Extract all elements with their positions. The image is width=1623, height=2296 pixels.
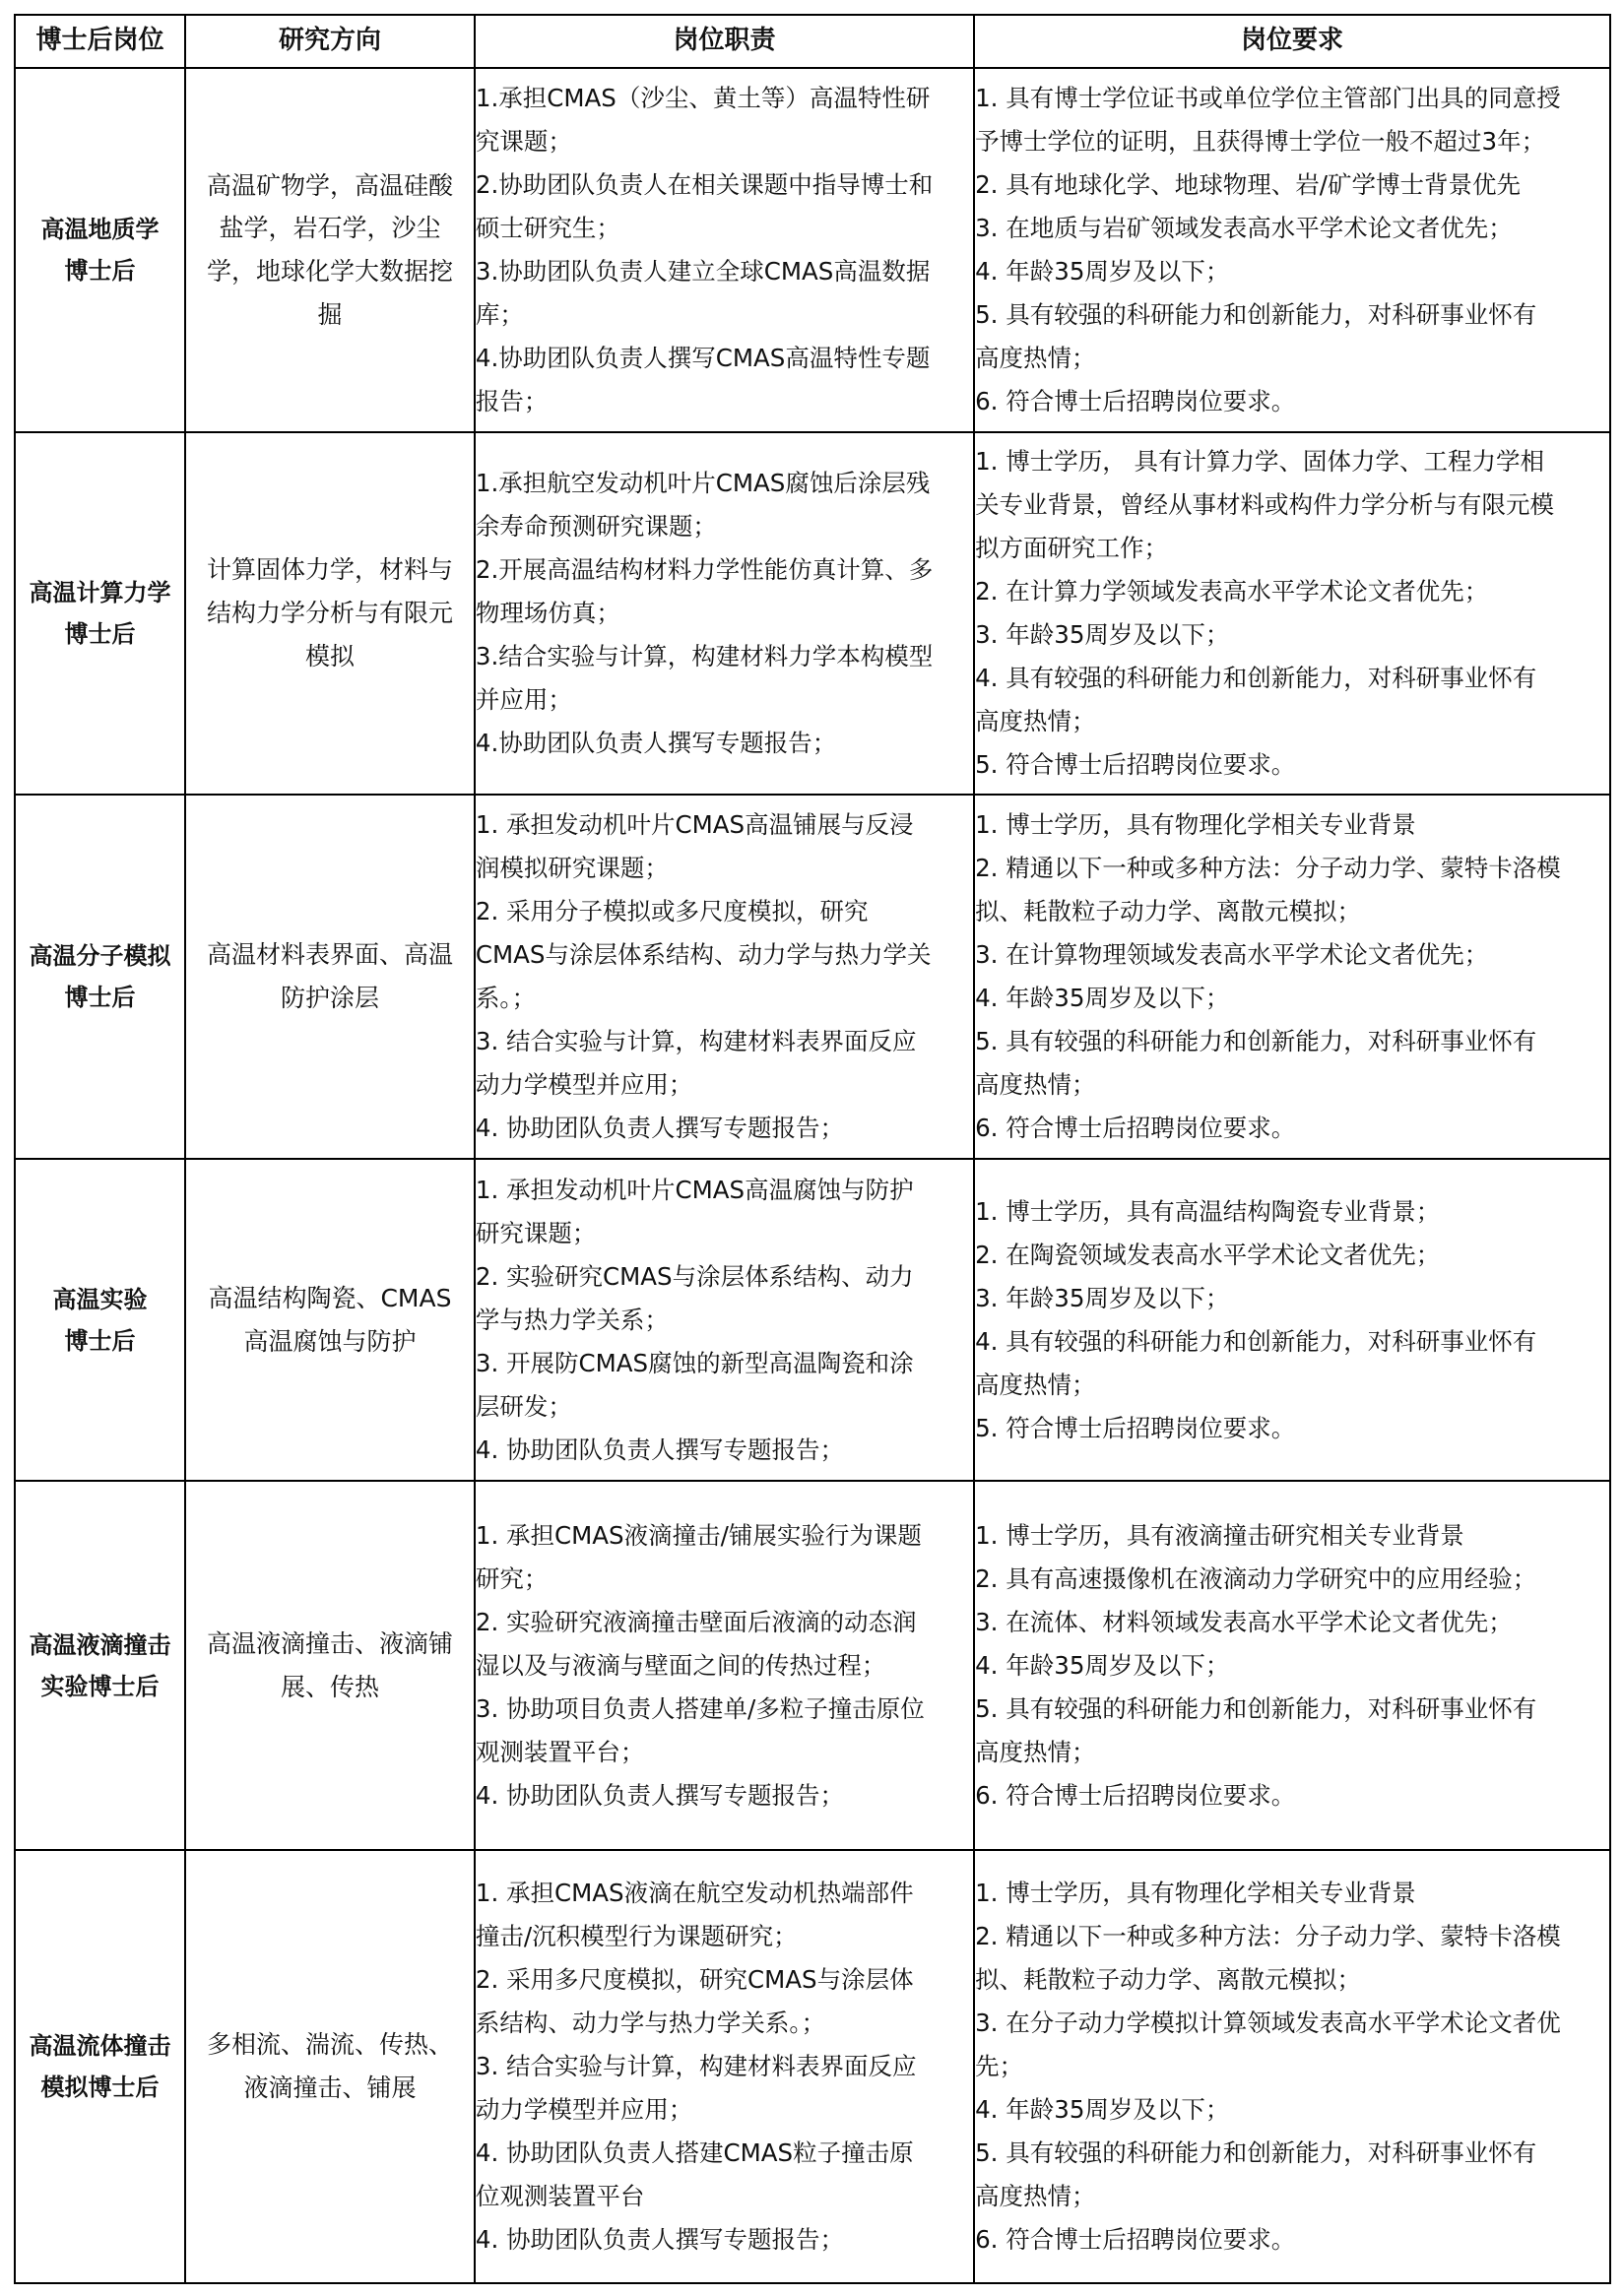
requirement-line: 高度热情； (975, 2182, 1096, 2210)
requirement-line: 4. 具有较强的科研能力和创新能力，对科研事业怀有 (975, 1326, 1537, 1356)
duty-line: 4. 协助团队负责人撰写专题报告； (475, 2225, 845, 2254)
duty-line: 撞击/沉积模型行为课题研究； (475, 1922, 798, 1950)
post-name-line: 高温计算力学 (29, 579, 171, 606)
requirement-line: 1. 博士学历， 具有计算力学、固体力学、工程力学相 (975, 447, 1545, 476)
direction-line: 高温液滴撞击、液滴铺 (206, 1628, 453, 1658)
duties-cell (475, 1481, 974, 1850)
requirements-cell (974, 1850, 1610, 2283)
duty-line: 4. 协助团队负责人撰写专题报告； (475, 1114, 845, 1142)
requirement-line: 4. 年龄35周岁及以下； (975, 1650, 1230, 1680)
table-header-row (15, 15, 1610, 68)
duty-line: 位观测装置平台 (475, 2182, 645, 2210)
duty-line: 3.协助团队负责人建立全球CMAS高温数据 (475, 257, 931, 286)
post-name-cell (15, 1159, 185, 1481)
post-name-line: 高温流体撞击 (29, 2032, 171, 2060)
requirement-line: 1. 具有博士学位证书或单位学位主管部门出具的同意授 (975, 84, 1561, 112)
requirement-line: 3. 在地质与岩矿领域发表高水平学术论文者优先； (975, 214, 1513, 242)
duty-line: 1. 承担发动机叶片CMAS高温腐蚀与防护 (475, 1175, 914, 1204)
duty-line: 系结构、动力学与热力学关系。； (475, 2009, 826, 2037)
direction-line: 模拟 (304, 641, 355, 670)
direction-line: 高温材料表界面、高温 (206, 940, 453, 970)
requirement-line: 5. 符合博士后招聘岗位要求。 (975, 750, 1296, 779)
duty-line: 2. 实验研究CMAS与涂层体系结构、动力 (475, 1261, 914, 1291)
duty-line: 1. 承担CMAS液滴撞击/铺展实验行为课题 (475, 1520, 922, 1550)
duty-line: 2. 实验研究液滴撞击壁面后液滴的动态润 (475, 1607, 917, 1636)
post-name-line: 实验博士后 (40, 1672, 160, 1700)
duty-line: CMAS与涂层体系结构、动力学与热力学关 (475, 940, 932, 969)
requirement-line: 先； (975, 2052, 1024, 2080)
requirement-line: 5. 具有较强的科研能力和创新能力，对科研事业怀有 (975, 1693, 1537, 1723)
duty-line: 余寿命预测研究课题； (475, 512, 717, 541)
duty-line: 3. 开展防CMAS腐蚀的新型高温陶瓷和涂 (475, 1348, 914, 1377)
duty-line: 1.承担CMAS（沙尘、黄土等）高温特性研 (475, 84, 931, 112)
table-row (15, 432, 1610, 795)
duty-line: 4. 协助团队负责人搭建CMAS粒子撞击原 (475, 2138, 914, 2167)
direction-line: 盐学，岩石学，沙尘 (219, 214, 441, 243)
duty-line: 3.结合实验与计算，构建材料力学本构模型 (475, 642, 934, 670)
requirement-line: 3. 在分子动力学模拟计算领域发表高水平学术论文者优 (975, 2009, 1561, 2037)
duty-line: 湿以及与液滴与壁面之间的传热过程； (475, 1650, 886, 1680)
duty-line: 系。； (475, 984, 537, 1012)
table-row (15, 1850, 1610, 2283)
requirement-line: 3. 在流体、材料领域发表高水平学术论文者优先； (975, 1607, 1513, 1636)
requirement-line: 拟、耗散粒子动力学、离散元模拟； (975, 897, 1362, 925)
post-name-cell (15, 68, 185, 432)
duty-line: 报告； (475, 387, 549, 415)
duty-line: 4. 协助团队负责人撰写专题报告； (475, 1780, 845, 1810)
table-row (15, 1481, 1610, 1850)
post-name-line: 博士后 (64, 257, 136, 285)
requirement-line: 1. 博士学历，具有液滴撞击研究相关专业背景 (975, 1520, 1464, 1550)
requirement-line: 5. 具有较强的科研能力和创新能力，对科研事业怀有 (975, 300, 1537, 329)
duty-line: 3. 结合实验与计算，构建材料表界面反应 (475, 2052, 917, 2080)
post-name-line: 高温分子模拟 (29, 942, 171, 970)
post-name-line: 模拟博士后 (40, 2073, 160, 2101)
research-direction-cell (185, 432, 475, 795)
requirement-line: 2. 精通以下一种或多种方法：分子动力学、蒙特卡洛模 (975, 1922, 1561, 1950)
duty-line: 3. 结合实验与计算，构建材料表界面反应 (475, 1027, 917, 1055)
requirement-line: 4. 具有较强的科研能力和创新能力，对科研事业怀有 (975, 664, 1537, 692)
duty-line: 动力学模型并应用； (475, 1070, 693, 1099)
requirement-line: 3. 年龄35周岁及以下； (975, 620, 1230, 649)
requirements-cell (974, 68, 1610, 432)
requirement-line: 2. 在陶瓷领域发表高水平学术论文者优先； (975, 1240, 1441, 1269)
duty-line: 层研发； (475, 1391, 572, 1421)
direction-line: 液滴撞击、铺展 (243, 2073, 417, 2102)
requirements-cell (974, 432, 1610, 795)
post-name-line: 高温液滴撞击 (29, 1630, 171, 1659)
requirement-line: 拟、耗散粒子动力学、离散元模拟； (975, 1965, 1362, 1994)
research-direction-cell (185, 1481, 475, 1850)
requirement-line: 予博士学位的证明，且获得博士学位一般不超过3年； (975, 127, 1546, 156)
duty-line: 库； (475, 300, 524, 329)
table-body (15, 68, 1610, 2283)
direction-line: 多相流、湍流、传热、 (206, 2030, 453, 2060)
requirement-line: 2. 具有高速摄像机在液滴动力学研究中的应用经验； (975, 1563, 1537, 1593)
requirement-line: 2. 具有地球化学、地球物理、岩/矿学博士背景优先 (975, 170, 1521, 199)
requirement-line: 高度热情； (975, 707, 1096, 735)
post-name-cell (15, 432, 185, 795)
requirement-line: 高度热情； (975, 1070, 1096, 1099)
requirement-line: 3. 在计算物理领域发表高水平学术论文者优先； (975, 940, 1489, 969)
duty-line: 2.开展高温结构材料力学性能仿真计算、多 (475, 555, 934, 584)
duties-cell (475, 432, 974, 795)
requirement-line: 5. 具有较强的科研能力和创新能力，对科研事业怀有 (975, 2138, 1537, 2167)
direction-line: 防护涂层 (280, 984, 379, 1012)
duty-line: 观测装置平台； (475, 1737, 645, 1766)
post-name-line: 博士后 (64, 620, 136, 648)
header-requirements: 岗位要求 (974, 15, 1610, 68)
duty-line: 2. 采用分子模拟或多尺度模拟，研究 (475, 897, 869, 925)
duty-line: 2. 采用多尺度模拟，研究CMAS与涂层体 (475, 1965, 914, 1994)
direction-line: 展、传热 (280, 1672, 379, 1701)
post-name-line: 高温实验 (52, 1285, 148, 1313)
research-direction-cell (185, 795, 475, 1159)
requirement-line: 2. 精通以下一种或多种方法：分子动力学、蒙特卡洛模 (975, 854, 1561, 882)
post-name-line: 博士后 (64, 1326, 136, 1355)
post-name-cell (15, 1481, 185, 1850)
header-duties: 岗位职责 (475, 15, 974, 68)
research-direction-cell (185, 1850, 475, 2283)
requirement-line: 4. 年龄35周岁及以下； (975, 2095, 1230, 2124)
requirement-line: 4. 年龄35周岁及以下； (975, 257, 1230, 286)
requirement-line: 1. 博士学历，具有物理化学相关专业背景 (975, 1879, 1416, 1907)
duty-line: 2.协助团队负责人在相关课题中指导博士和 (475, 170, 934, 199)
requirement-line: 拟方面研究工作； (975, 534, 1169, 562)
duty-line: 物理场仿真； (475, 599, 620, 627)
requirement-line: 2. 在计算力学领域发表高水平学术论文者优先； (975, 577, 1489, 606)
requirement-line: 6. 符合博士后招聘岗位要求。 (975, 387, 1296, 415)
direction-line: 掘 (317, 299, 343, 329)
post-name-line: 高温地质学 (40, 216, 160, 243)
requirement-line: 6. 符合博士后招聘岗位要求。 (975, 1114, 1296, 1142)
duties-cell (475, 795, 974, 1159)
requirements-cell (974, 1159, 1610, 1481)
requirement-line: 高度热情； (975, 1370, 1096, 1399)
direction-line: 高温结构陶瓷、CMAS (208, 1283, 452, 1312)
header-post: 博士后岗位 (15, 15, 185, 68)
duty-line: 研究课题； (475, 1218, 597, 1247)
direction-line: 高温腐蚀与防护 (243, 1326, 417, 1356)
duty-line: 4.协助团队负责人撰写CMAS高温特性专题 (475, 344, 931, 372)
duty-line: 学与热力学关系； (475, 1305, 669, 1334)
duty-line: 1. 承担CMAS液滴在航空发动机热端部件 (475, 1879, 914, 1907)
requirement-line: 6. 符合博士后招聘岗位要求。 (975, 1780, 1296, 1810)
duty-line: 究课题； (475, 127, 572, 156)
duty-line: 动力学模型并应用； (475, 2095, 693, 2124)
post-name-cell (15, 795, 185, 1159)
requirements-cell (974, 1481, 1610, 1850)
direction-line: 学，地球化学大数据挖 (206, 257, 453, 286)
duty-line: 1. 承担发动机叶片CMAS高温铺展与反浸 (475, 810, 914, 839)
post-name-line: 博士后 (64, 984, 136, 1011)
duty-line: 4. 协助团队负责人撰写专题报告； (475, 1435, 845, 1464)
requirement-line: 4. 年龄35周岁及以下； (975, 984, 1230, 1012)
requirement-line: 3. 年龄35周岁及以下； (975, 1283, 1230, 1312)
duty-line: 4.协助团队负责人撰写专题报告； (475, 729, 837, 757)
duty-line: 润模拟研究课题； (475, 854, 669, 882)
requirement-line: 关专业背景，曾经从事材料或构件力学分析与有限元模 (975, 490, 1555, 519)
duty-line: 并应用； (475, 685, 572, 714)
research-direction-cell (185, 68, 475, 432)
requirement-line: 5. 符合博士后招聘岗位要求。 (975, 1413, 1296, 1442)
duty-line: 3. 协助项目负责人搭建单/多粒子撞击原位 (475, 1693, 925, 1723)
table-row (15, 1159, 1610, 1481)
duties-cell (475, 68, 974, 432)
header-direction: 研究方向 (185, 15, 475, 68)
postdoc-positions-table (14, 14, 1611, 2284)
requirement-line: 5. 具有较强的科研能力和创新能力，对科研事业怀有 (975, 1027, 1537, 1055)
direction-line: 结构力学分析与有限元 (206, 599, 453, 628)
duty-line: 硕士研究生； (475, 214, 620, 242)
post-name-cell (15, 1850, 185, 2283)
requirement-line: 1. 博士学历，具有物理化学相关专业背景 (975, 810, 1416, 839)
table-row (15, 795, 1610, 1159)
requirement-line: 高度热情； (975, 344, 1096, 372)
research-direction-cell (185, 1159, 475, 1481)
duty-line: 研究； (475, 1563, 549, 1593)
requirements-cell (974, 795, 1610, 1159)
duties-cell (475, 1159, 974, 1481)
requirement-line: 6. 符合博士后招聘岗位要求。 (975, 2225, 1296, 2254)
direction-line: 计算固体力学，材料与 (206, 555, 453, 585)
requirement-line: 1. 博士学历，具有高温结构陶瓷专业背景； (975, 1196, 1441, 1226)
duties-cell (475, 1850, 974, 2283)
table-row (15, 68, 1610, 432)
requirement-line: 高度热情； (975, 1737, 1096, 1766)
direction-line: 高温矿物学，高温硅酸 (206, 170, 453, 200)
duty-line: 1.承担航空发动机叶片CMAS腐蚀后涂层残 (475, 469, 931, 497)
